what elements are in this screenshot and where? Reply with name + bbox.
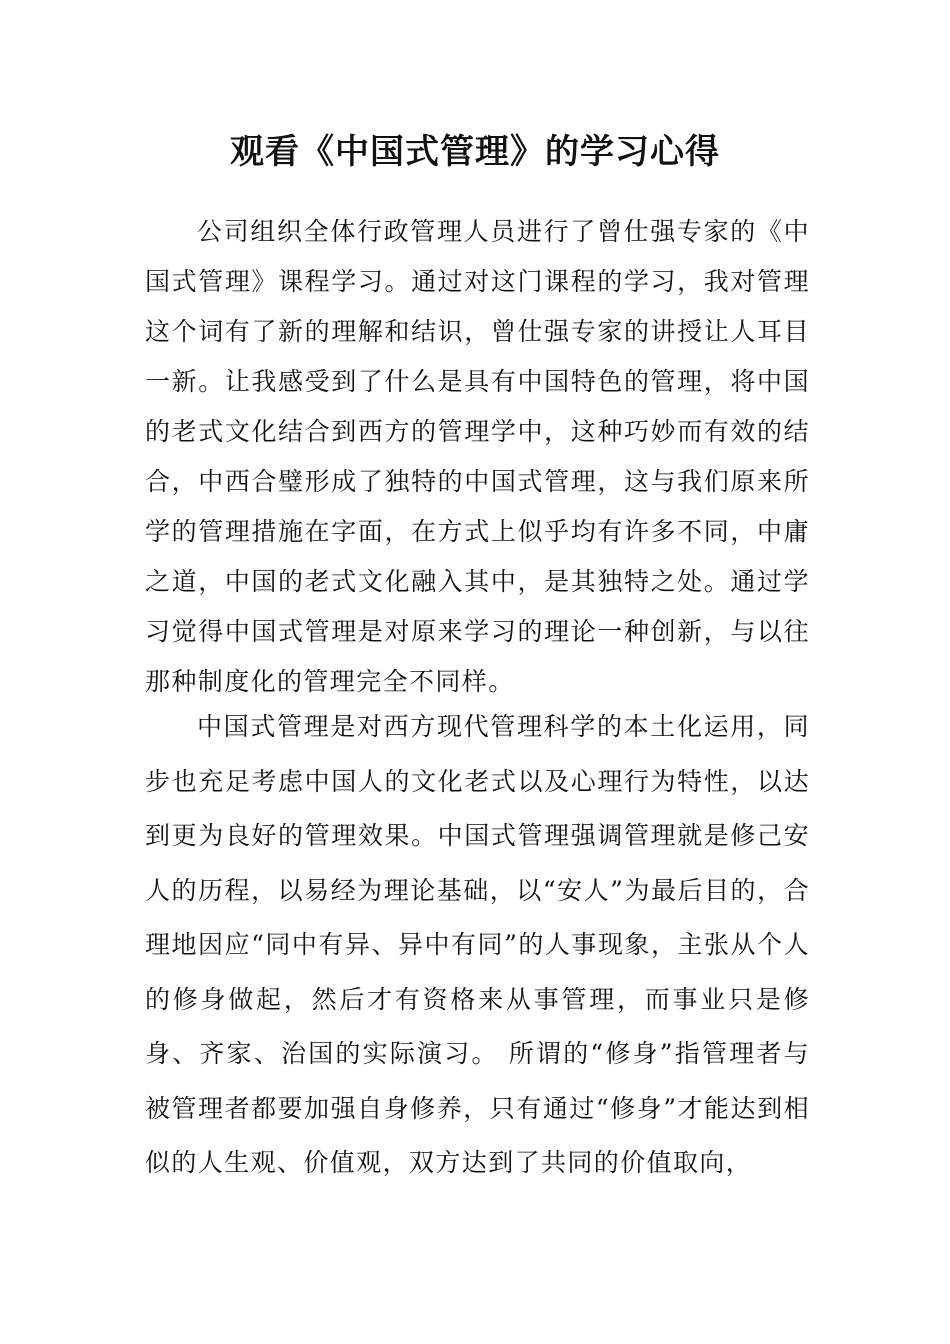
- body-paragraph-2: 中国式管理是对西方现代管理科学的本土化运用，同步也充足考虑中国人的文化老式以及心理行为特性，以达到更为良好的管理效果。中国式管理强调管理就是修己安人的历程，以易经为理论基础，以“安人”为最后目的，合理地因应“同中有异、异中有同”的人事现象，主张从个人的修身做起，然后才有资格来从事管理，而事业只是修身、齐家、治国的实际演习。 所谓的“修身”指管理者与被管理者都要加强自身修养，只有通过“修身”才能达到相似的人生观、价值观，双方达到了共同的价值取向，: [145, 712, 810, 1177]
- body-paragraph-1: 公司组织全体行政管理人员进行了曾仕强专家的《中国式管理》课程学习。通过对这门课程的学习，我对管理这个词有了新的理解和结识，曾仕强专家的讲授让人耳目一新。让我感受到了什么是具有中国特色的管理，将中国的老式文化结合到西方的管理学中，这种巧妙而有效的结合，中西合璧形成了独特的中国式管理，这与我们原来所学的管理措施在字面，在方式上似乎均有许多不同，中庸之道，中国的老式文化融入其中，是其独特之处。通过学习觉得中国式管理是对原来学习的理论一种创新，与以往那种制度化的管理完全不同样。: [145, 217, 810, 696]
- document-title: 观看《中国式管理》的学习心得: [230, 132, 720, 172]
